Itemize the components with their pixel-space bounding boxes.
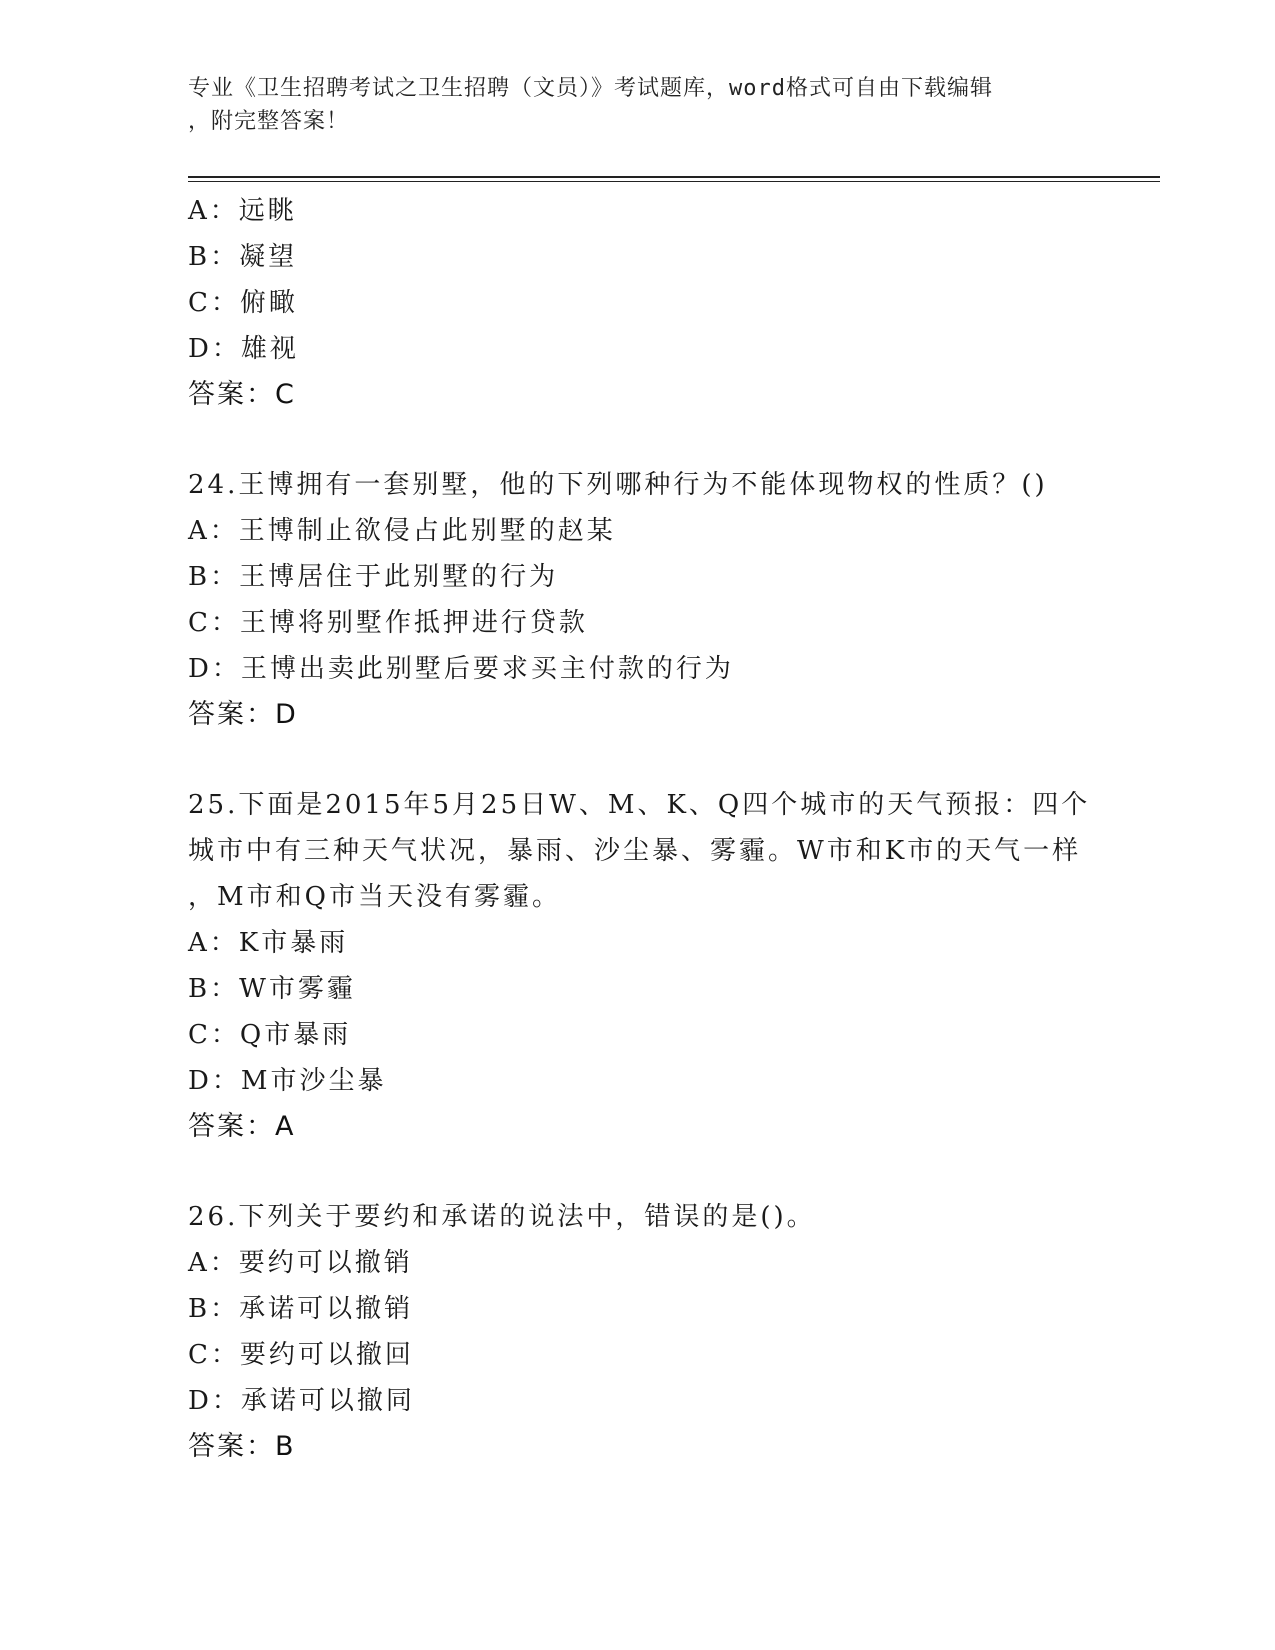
option-c: C：俯瞰 — [188, 288, 298, 318]
option-c: C：王博将别墅作抵押进行贷款 — [188, 608, 588, 638]
question-stem: 26.下列关于要约和承诺的说法中，错误的是()。 — [188, 1202, 816, 1232]
document-header — [188, 72, 1088, 138]
answer-line: 答案：B — [188, 1431, 296, 1462]
option-c: C：Q市暴雨 — [188, 1020, 352, 1050]
question-stem: 24.王博拥有一套别墅，他的下列哪种行为不能体现物权的性质？() — [188, 470, 1048, 500]
answer-line: 答案：C — [188, 379, 296, 410]
question-24 — [188, 462, 1148, 738]
option-d: D：M市沙尘暴 — [188, 1066, 387, 1096]
option-d: D：承诺可以撤同 — [188, 1386, 415, 1416]
question-26 — [188, 1194, 1148, 1470]
header-line-1: 专业《卫生招聘考试之卫生招聘（文员）》考试题库，word格式可自由下载编辑 — [188, 76, 993, 101]
option-a: A：要约可以撤销 — [188, 1248, 413, 1278]
option-c: C：要约可以撤回 — [188, 1340, 414, 1370]
option-a: A：王博制止欲侵占此别墅的赵某 — [188, 516, 616, 546]
option-b: B：W市雾霾 — [188, 974, 356, 1004]
question-stem-line-2: 城市中有三种天气状况，暴雨、沙尘暴、雾霾。W市和K市的天气一样 — [188, 836, 1082, 866]
option-b: B：承诺可以撤销 — [188, 1294, 414, 1324]
option-d: D：王博出卖此别墅后要求买主付款的行为 — [188, 654, 734, 684]
option-d: D：雄视 — [188, 334, 299, 364]
question-25 — [188, 782, 1148, 1150]
spacer — [188, 738, 1148, 782]
header-rule-thin — [188, 181, 1160, 182]
answer-line: 答案：D — [188, 699, 298, 730]
header-line-2: ，附完整答案！ — [188, 109, 350, 134]
option-a: A：K市暴雨 — [188, 928, 349, 958]
option-b: B：王博居住于此别墅的行为 — [188, 562, 559, 592]
question-list — [188, 188, 1148, 1470]
answer-line: 答案：A — [188, 1111, 296, 1142]
option-b: B：凝望 — [188, 242, 298, 272]
question-stem-line-1: 25.下面是2015年5月25日W、M、K、Q四个城市的天气预报：四个 — [188, 790, 1091, 820]
header-rule-thick — [188, 176, 1160, 178]
option-a: A：远眺 — [188, 196, 297, 226]
spacer — [188, 1150, 1148, 1194]
question-23 — [188, 188, 1148, 418]
question-stem-line-3: ，M市和Q市当天没有雾霾。 — [188, 882, 561, 912]
spacer — [188, 418, 1148, 462]
